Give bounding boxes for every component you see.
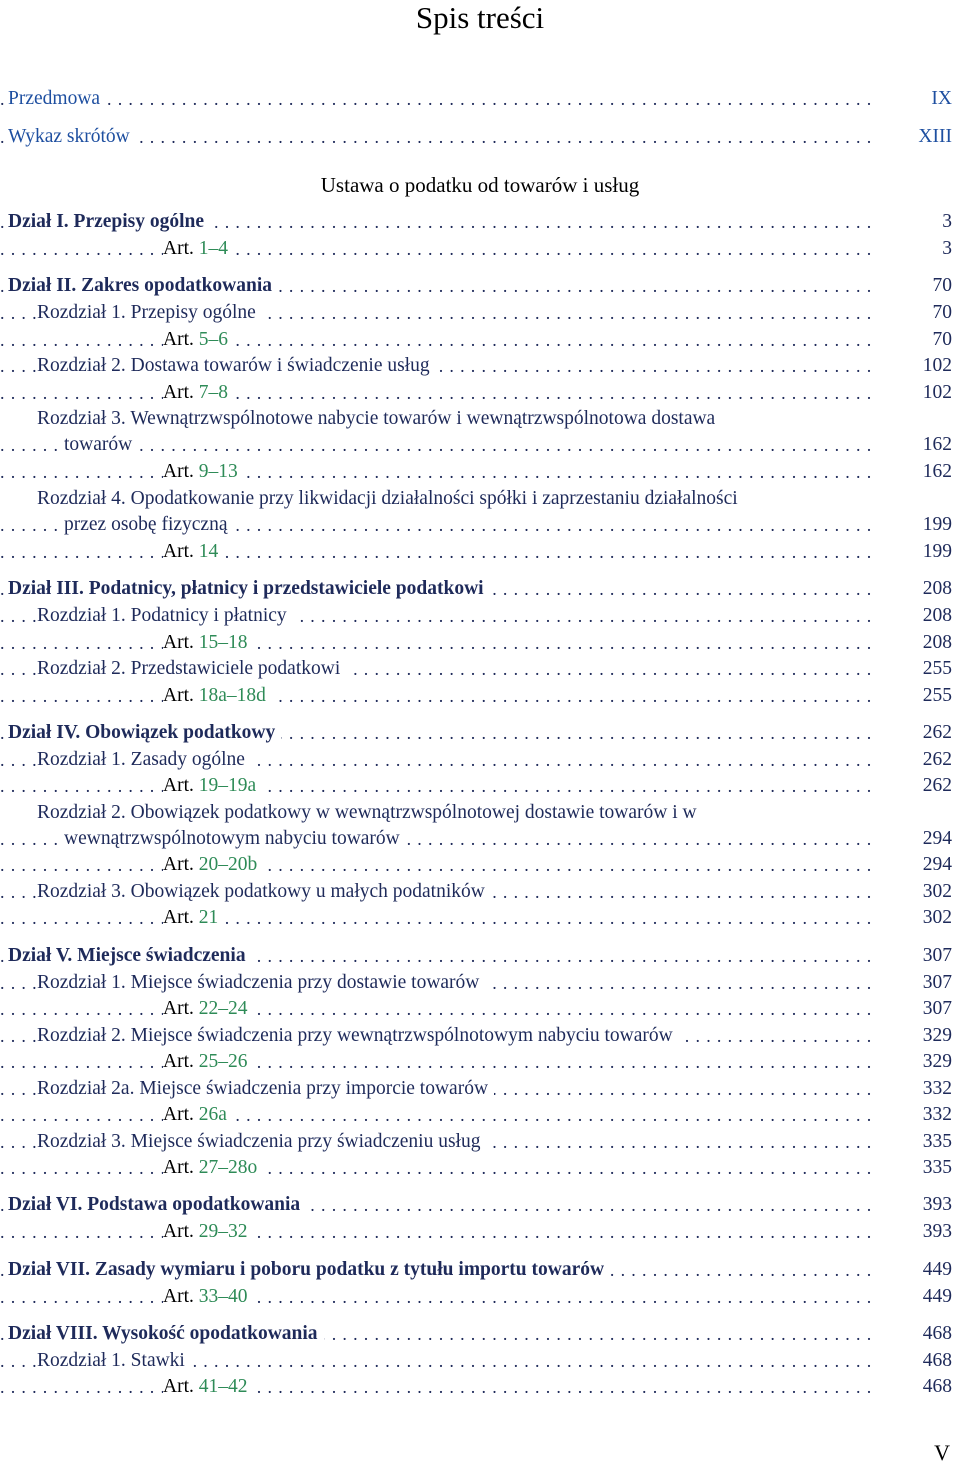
toc-entry-page: 449	[876, 1284, 952, 1310]
article-range: 5–6	[198, 329, 228, 350]
toc-entry-label	[163, 1049, 254, 1075]
toc-entry-dzial[interactable]	[0, 1321, 960, 1347]
toc-entry-label	[163, 773, 262, 799]
toc-entry-label: Dział I. Przepisy ogólne	[8, 209, 210, 235]
toc-entry-page: 208	[876, 576, 952, 602]
toc-entry-label: Dział V. Miejsce świadczenia	[8, 943, 252, 969]
toc-entry-page: 307	[876, 943, 952, 969]
toc-entry-article[interactable]	[0, 852, 960, 878]
article-range: 1–4	[198, 238, 228, 259]
toc-entry-label: Rozdział 1. Przepisy ogólne	[37, 300, 262, 326]
toc-entry-preface[interactable]	[0, 86, 960, 112]
toc-entry-article[interactable]	[0, 1284, 960, 1310]
leader-dots	[0, 1219, 872, 1245]
toc-entry-page: 302	[876, 879, 952, 905]
toc-entry-article[interactable]	[0, 380, 960, 406]
article-range: 19–19a	[198, 775, 257, 796]
leader-dots	[0, 1374, 872, 1400]
leader-dots	[0, 1102, 872, 1128]
toc-entry-rozdzial[interactable]	[0, 747, 960, 773]
toc-entry-label: Rozdział 1. Podatnicy i płatnicy	[37, 603, 293, 629]
toc-entry-label: Dział VII. Zasady wymiaru i poboru podatku z tytułu importu towarów	[8, 1257, 610, 1283]
toc-entry-rozdzial[interactable]	[0, 879, 960, 905]
toc-entry-label	[163, 1155, 263, 1181]
toc-entry-rozdzial[interactable]	[0, 1076, 960, 1102]
toc-entry-dzial[interactable]	[0, 209, 960, 235]
toc-entry-page: 332	[876, 1076, 952, 1102]
toc-entry-label	[163, 1102, 233, 1128]
toc-entry-article[interactable]	[0, 539, 960, 565]
article-prefix: Art.	[163, 238, 194, 259]
toc-entry-rozdzial[interactable]	[0, 432, 960, 458]
toc-entry-page: 102	[876, 353, 952, 379]
toc-entry-dzial[interactable]	[0, 1257, 960, 1283]
toc-entry-article[interactable]	[0, 683, 960, 709]
leader-dots	[0, 1155, 872, 1181]
toc-entry-page: 262	[876, 747, 952, 773]
leader-dots	[0, 773, 872, 799]
toc-entry-label: Rozdział 1. Stawki	[37, 1348, 191, 1374]
toc-entry-label	[163, 327, 234, 353]
article-prefix: Art.	[163, 1221, 194, 1242]
toc-entry-page: XIII	[876, 124, 952, 150]
toc-entry-page: 208	[876, 630, 952, 656]
toc-entry-article[interactable]	[0, 773, 960, 799]
toc-entry-page: 102	[876, 380, 952, 406]
toc-entry-page: 468	[876, 1321, 952, 1347]
article-prefix: Art.	[163, 907, 194, 928]
toc-entry-label: Wykaz skrótów	[8, 124, 136, 150]
leader-dots	[0, 683, 872, 709]
leader-dots	[0, 86, 872, 112]
toc-entry-article[interactable]	[0, 459, 960, 485]
toc-entry-page: 335	[876, 1129, 952, 1155]
article-range: 7–8	[198, 382, 228, 403]
page-number: V	[934, 1440, 950, 1465]
toc-entry-rozdzial[interactable]	[0, 970, 960, 996]
article-range: 29–32	[198, 1221, 248, 1242]
article-range: 21	[198, 907, 219, 928]
leader-dots	[0, 996, 872, 1022]
toc-entry-page: 329	[876, 1049, 952, 1075]
toc-entry-label: Dział II. Zakres opodatkowania	[8, 273, 278, 299]
toc-entry-label-line: Rozdział 4. Opodatkowanie przy likwidacji działalności spółki i zaprzestaniu działalności	[37, 488, 738, 509]
toc-entry-label	[163, 996, 254, 1022]
article-range: 18a–18d	[198, 685, 266, 706]
article-range: 41–42	[198, 1376, 248, 1397]
toc-entry-dzial[interactable]	[0, 1192, 960, 1218]
toc-entry-article[interactable]	[0, 1374, 960, 1400]
article-prefix: Art.	[163, 1376, 194, 1397]
toc-entry-page: 332	[876, 1102, 952, 1128]
article-prefix: Art.	[163, 998, 194, 1019]
toc-entry-article[interactable]	[0, 327, 960, 353]
toc-entry-dzial[interactable]	[0, 273, 960, 299]
toc-entry-page: 255	[876, 656, 952, 682]
article-prefix: Art.	[163, 775, 194, 796]
toc-entry-label	[163, 1374, 254, 1400]
toc-entry-page: 70	[876, 273, 952, 299]
toc-entry-label	[163, 380, 234, 406]
article-prefix: Art.	[163, 632, 194, 653]
toc-entry-page: 199	[876, 539, 952, 565]
toc-entry-article[interactable]	[0, 1102, 960, 1128]
toc-entry-label	[163, 539, 224, 565]
toc-entry-page: 302	[876, 905, 952, 931]
leader-dots	[0, 630, 872, 656]
toc-entry-page: 393	[876, 1192, 952, 1218]
article-range: 15–18	[198, 632, 248, 653]
leader-dots	[0, 1284, 872, 1310]
toc-entry-label: Rozdział 3. Miejsce świadczenia przy świadczeniu usług	[37, 1129, 486, 1155]
toc-entry-page: 307	[876, 970, 952, 996]
toc-entry-page: 162	[876, 459, 952, 485]
toc-entry-page: 262	[876, 773, 952, 799]
article-range: 26a	[198, 1104, 227, 1125]
toc-entry-label	[163, 459, 244, 485]
toc-entry-page: 393	[876, 1219, 952, 1245]
toc-entry-page: 335	[876, 1155, 952, 1181]
toc-entry-page: 294	[876, 826, 952, 852]
toc-entry-page: 199	[876, 512, 952, 538]
toc-entry-rozdzial[interactable]	[0, 1348, 960, 1374]
toc-entry-page: 329	[876, 1023, 952, 1049]
toc-entry-label: wewnątrzwspólnotowym nabyciu towarów	[64, 826, 406, 852]
toc-entry-article[interactable]	[0, 1155, 960, 1181]
toc-entry-label	[163, 630, 254, 656]
article-range: 22–24	[198, 998, 248, 1019]
toc-entry-dzial[interactable]	[0, 720, 960, 746]
toc-entry-label: Rozdział 3. Obowiązek podatkowy u małych podatników	[37, 879, 491, 905]
toc-entry-rozdzial[interactable]	[0, 1129, 960, 1155]
toc-entry-label: towarów	[64, 432, 138, 458]
toc-entry-dzial[interactable]	[0, 943, 960, 969]
toc-entry-rozdzial[interactable]	[0, 826, 960, 852]
leader-dots	[0, 852, 872, 878]
toc-entry-rozdzial[interactable]	[0, 353, 960, 379]
article-prefix: Art.	[163, 1051, 194, 1072]
toc-entry-page: 70	[876, 327, 952, 353]
toc-entry-label: przez osobę fizyczną	[64, 512, 233, 538]
toc-entry-page: 208	[876, 603, 952, 629]
toc-entry-article[interactable]	[0, 630, 960, 656]
toc-entry-rozdzial[interactable]	[0, 656, 960, 682]
toc-entry-abbreviations[interactable]	[0, 124, 960, 150]
toc-entry-page: 307	[876, 996, 952, 1022]
toc-entry-label-line: Rozdział 2. Obowiązek podatkowy w wewnątrzwspólnotowej dostawie towarów i w	[37, 802, 697, 823]
toc-entry-label: Rozdział 1. Miejsce świadczenia przy dostawie towarów	[37, 970, 485, 996]
toc-entry-label: Przedmowa	[8, 86, 106, 112]
toc-entry-label: Dział VIII. Wysokość opodatkowania	[8, 1321, 324, 1347]
toc-entry-label: Dział III. Podatnicy, płatnicy i przedstawiciele podatkowi	[8, 576, 490, 602]
article-prefix: Art.	[163, 854, 194, 875]
toc-entry-rozdzial[interactable]	[0, 512, 960, 538]
toc-entry-label: Rozdział 2a. Miejsce świadczenia przy imporcie towarów	[37, 1076, 494, 1102]
leader-dots	[0, 380, 872, 406]
toc-entry-page: 294	[876, 852, 952, 878]
leader-dots	[0, 236, 872, 262]
toc-entry-label: Dział VI. Podstawa opodatkowania	[8, 1192, 306, 1218]
toc-entry-rozdzial[interactable]	[0, 1023, 960, 1049]
toc-entry-article[interactable]	[0, 905, 960, 931]
page-title: Spis treści	[415, 0, 545, 35]
toc-entry-label	[163, 905, 224, 931]
leader-dots	[0, 327, 872, 353]
toc-entry-article[interactable]	[0, 236, 960, 262]
toc-entry-label: Dział IV. Obowiązek podatkowy	[8, 720, 281, 746]
article-prefix: Art.	[163, 541, 194, 562]
leader-dots	[0, 459, 872, 485]
toc-entry-label: Rozdział 1. Zasady ogólne	[37, 747, 251, 773]
toc-entry-page: 162	[876, 432, 952, 458]
article-prefix: Art.	[163, 461, 194, 482]
toc-entry-rozdzial[interactable]	[0, 300, 960, 326]
toc-entry-label	[163, 236, 234, 262]
article-prefix: Art.	[163, 382, 194, 403]
toc-entry-page: 3	[876, 236, 952, 262]
leader-dots	[0, 905, 872, 931]
toc-entry-label: Rozdział 2. Przedstawiciele podatkowi	[37, 656, 346, 682]
article-range: 14	[198, 541, 219, 562]
toc-entry-page: IX	[876, 86, 952, 112]
toc-entry-article[interactable]	[0, 996, 960, 1022]
leader-dots	[0, 1049, 872, 1075]
toc-entry-label	[163, 852, 263, 878]
article-prefix: Art.	[163, 685, 194, 706]
toc-entry-label	[163, 1219, 254, 1245]
toc-entry-page: 449	[876, 1257, 952, 1283]
toc-entry-page: 262	[876, 720, 952, 746]
article-range: 33–40	[198, 1286, 248, 1307]
article-prefix: Art.	[163, 329, 194, 350]
article-prefix: Art.	[163, 1104, 194, 1125]
article-prefix: Art.	[163, 1286, 194, 1307]
article-prefix: Art.	[163, 1157, 194, 1178]
toc-entry-article[interactable]	[0, 1049, 960, 1075]
toc-entry-article[interactable]	[0, 1219, 960, 1245]
toc-entry-page: 3	[876, 209, 952, 235]
toc-entry-rozdzial[interactable]	[0, 603, 960, 629]
toc-entry-page: 255	[876, 683, 952, 709]
toc-entry-label	[163, 683, 272, 709]
act-title: Ustawa o podatku od towarów i usług	[320, 173, 640, 197]
leader-dots	[0, 539, 872, 565]
toc-entry-label: Rozdział 2. Dostawa towarów i świadczenie usług	[37, 353, 436, 379]
toc-entry-page: 468	[876, 1348, 952, 1374]
toc-entry-label	[163, 1284, 254, 1310]
article-range: 9–13	[198, 461, 238, 482]
article-range: 27–28o	[198, 1157, 258, 1178]
toc-entry-label: Rozdział 2. Miejsce świadczenia przy wewnątrzwspólnotowym nabyciu towarów	[37, 1023, 679, 1049]
article-range: 20–20b	[198, 854, 258, 875]
toc-entry-label-line: Rozdział 3. Wewnątrzwspólnotowe nabycie towarów i wewnątrzwspólnotowa dostawa	[37, 408, 716, 429]
toc-entry-page: 70	[876, 300, 952, 326]
article-range: 25–26	[198, 1051, 248, 1072]
toc-entry-dzial[interactable]	[0, 576, 960, 602]
toc-entry-page: 468	[876, 1374, 952, 1400]
